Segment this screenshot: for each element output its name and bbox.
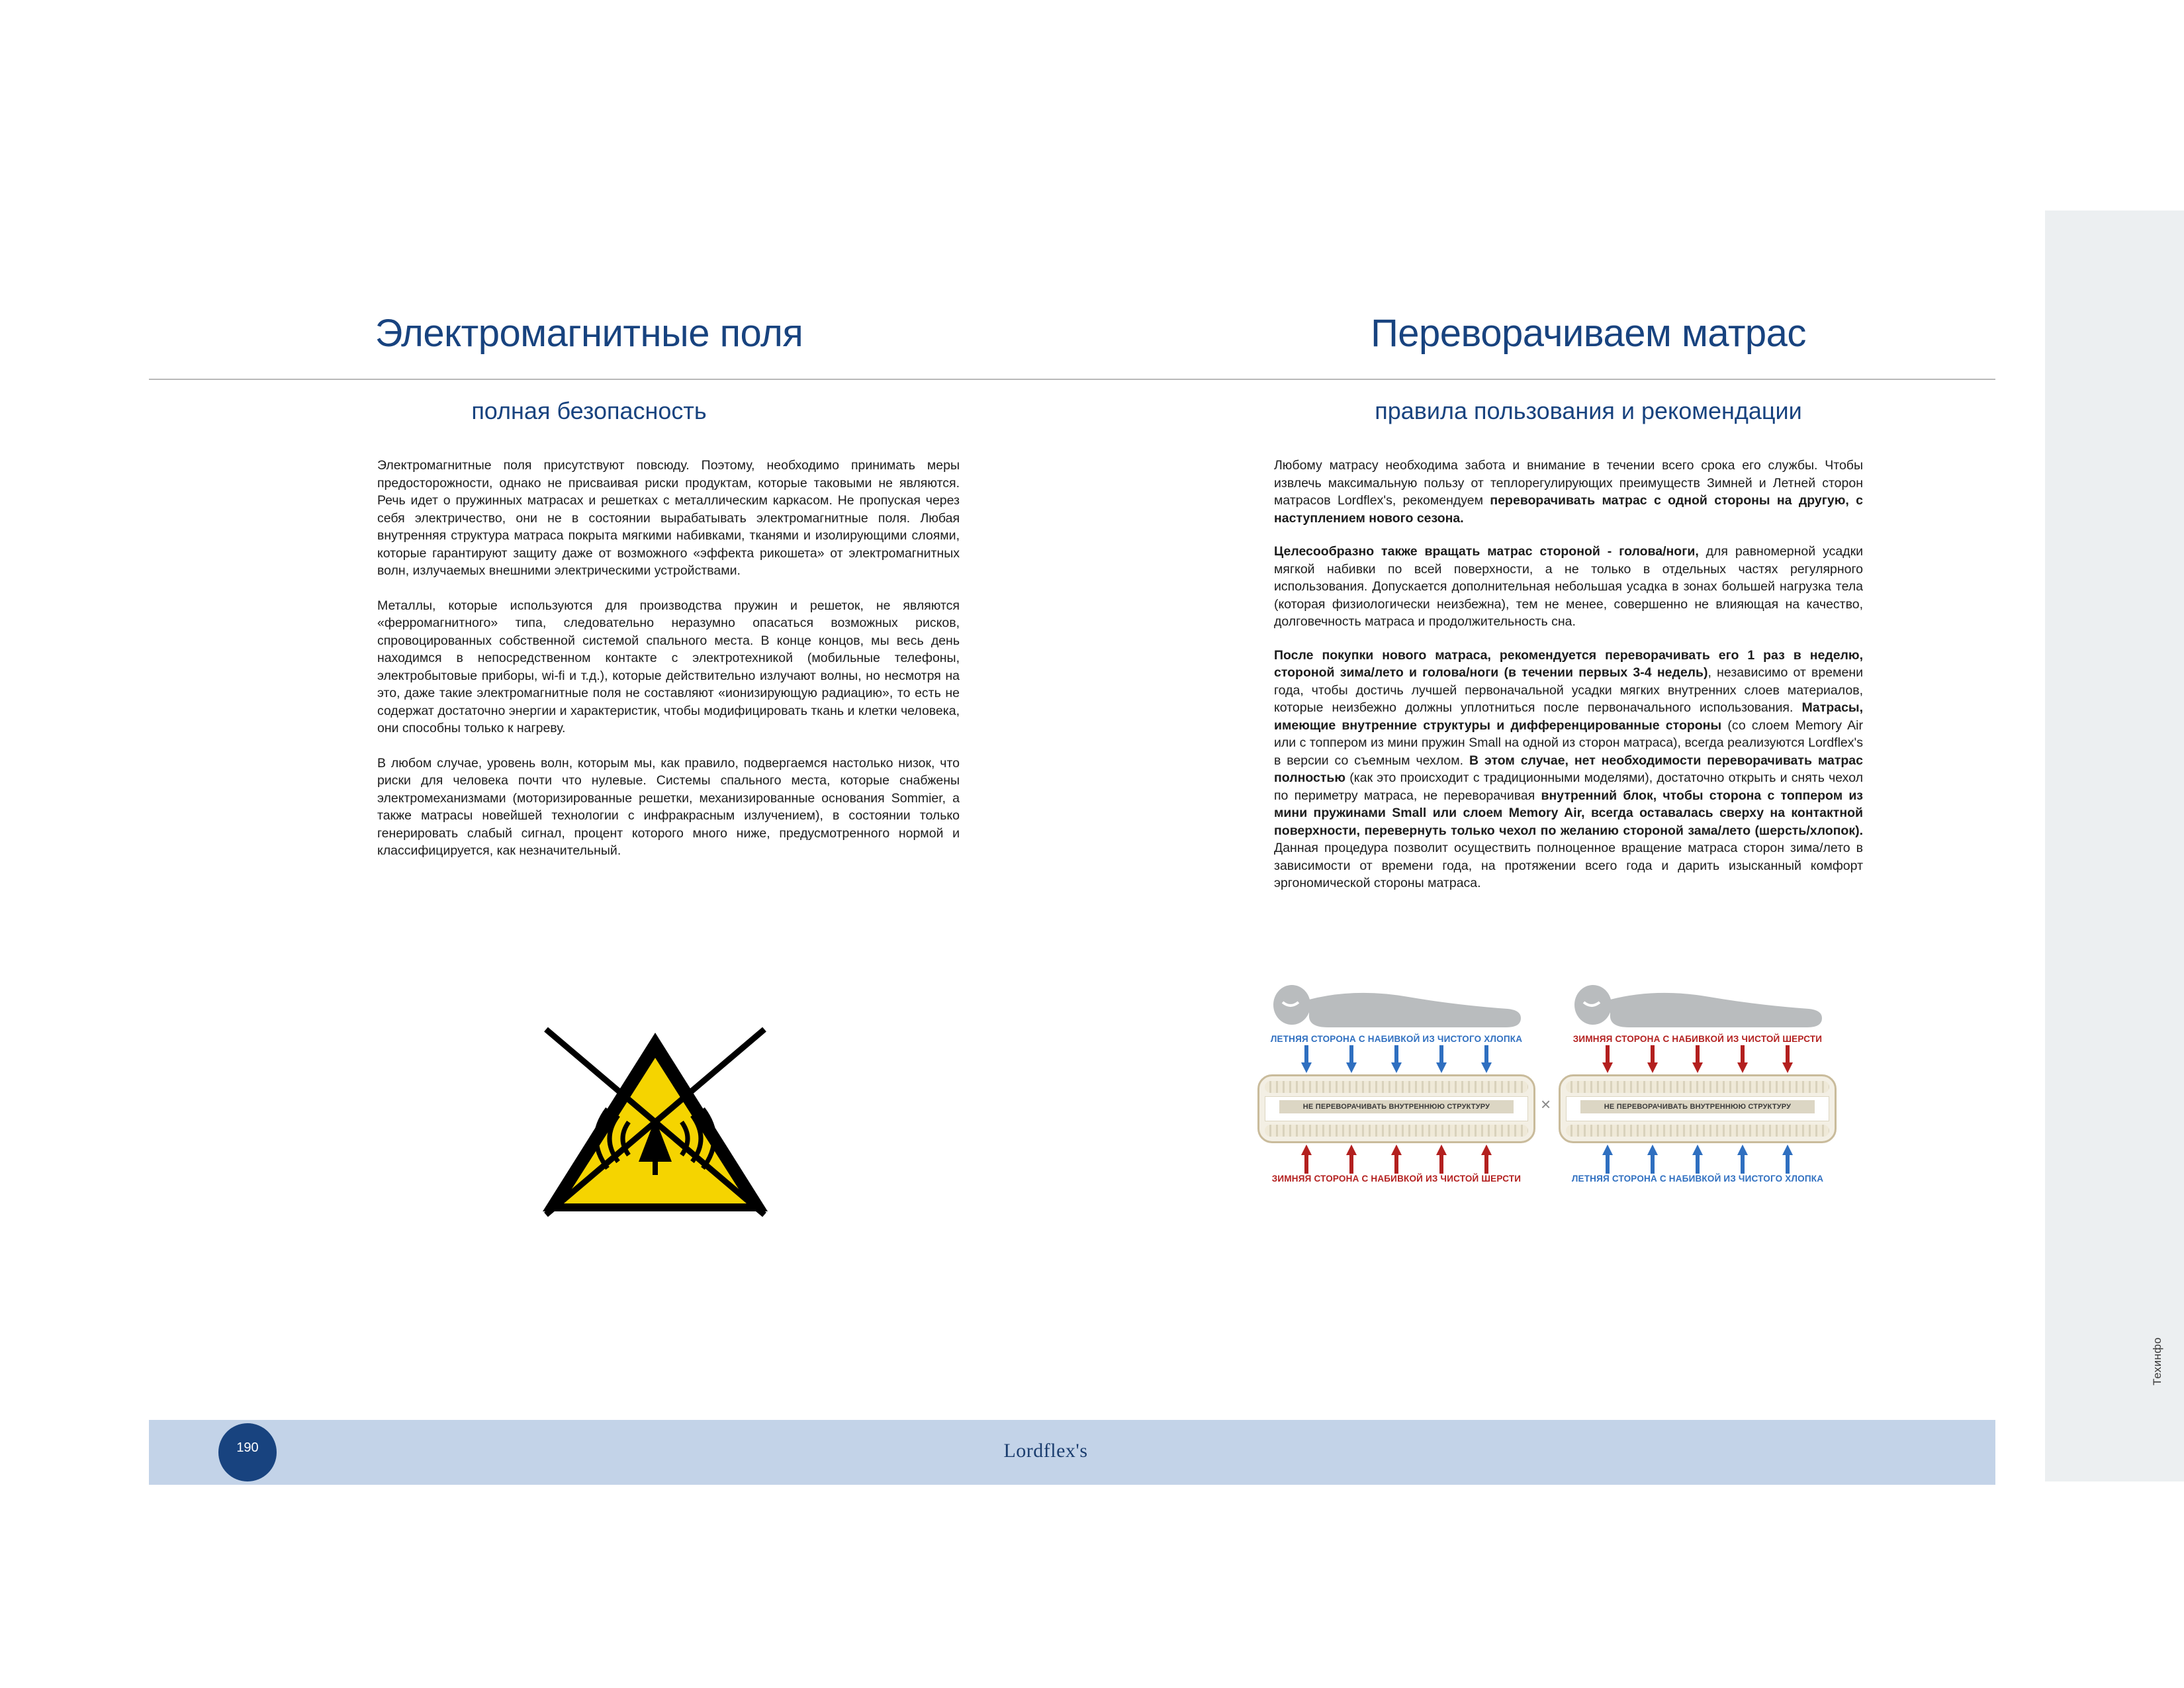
rp3h: Данная процедура позволит осуществить полноценное вращение матраса сторон зима/лето в зависимости от времени года, на протяжении всего года и дарить изысканный комфорт эргономической стороны матраса.	[1274, 841, 1863, 890]
rp3d: (со слоем Memory Air или с топпером из мини пружин Small на одной из сторон матраса), всегда реализуются Lordflex's в версии со съемным чехлом.	[1274, 718, 1864, 768]
left-paragraph-3: В любом случае, уровень волн, которым мы, как правило, подвергаемся настолько низок, что риски для человека почти что нулевые. Системы спального места, которые снабжены электромеханизмами (моторизированные решетки, механизированные основания Sommier, а также матрасы новейшей технологии с инфракрасным излучением), в состоянии только генерировать слабый сигнал, процент которого много ниже, предусмотренного нормой и классифицируется, как незначительный.	[377, 755, 960, 858]
arrow-down-icon	[1782, 1045, 1793, 1073]
right-paragraph-1	[1274, 457, 1863, 527]
arrow-down-icon	[1481, 1045, 1492, 1073]
mattress-quilt-bottom	[1265, 1125, 1528, 1137]
mattress-quilt-top	[1265, 1081, 1528, 1093]
arrows-top-right	[1559, 1044, 1837, 1074]
page-number-badge: 190	[218, 1423, 277, 1481]
left-paragraph-2: Металлы, которые используются для производства пружин и решеток, не являются «ферромагнитного» типа, следовательно неразумно опасаться возможных рисков, спровоцированных собственной системой спального места. В конце концов, мы весь день находимся в непосредственном контакте с электротехникой (мобильные телефоны, электробытовые приборы, wi-fi и т.д.), которые действительно излучают волны, но несмотря на это, даже такие электромагнитные поля не составляют «ионизирующую радиацию», то есть не содержат достаточно энергии и характеристик, чтобы модифицировать ткань и клетки человека, они способны только к нагреву.	[377, 598, 960, 735]
mattress-inner-label-right: НЕ ПЕРЕВОРАЧИВАТЬ ВНУТРЕННЮЮ СТРУКТУРУ	[1580, 1100, 1815, 1113]
left-page-title: Электромагнитные поля	[375, 312, 803, 355]
caption-top-left: ЛЕТНЯЯ СТОРОНА С НАБИВКОЙ ИЗ ЧИСТОГО ХЛОПКА	[1270, 1034, 1523, 1044]
sleeping-person-icon	[1559, 973, 1837, 1034]
arrow-up-icon	[1346, 1145, 1357, 1172]
arrow-up-icon	[1391, 1145, 1402, 1172]
mattress-quilt-bottom	[1566, 1125, 1829, 1137]
left-body-text	[377, 457, 960, 877]
illustration-column-right	[1559, 973, 1837, 1184]
arrow-down-icon	[1436, 1045, 1447, 1073]
arrow-up-icon	[1602, 1145, 1613, 1172]
mattress-cross-section-left	[1257, 1074, 1535, 1143]
arrow-down-icon	[1692, 1045, 1703, 1073]
arrow-down-icon	[1301, 1045, 1312, 1073]
mattress-inner-label-left: НЕ ПЕРЕВОРАЧИВАТЬ ВНУТРЕННЮЮ СТРУКТУРУ	[1279, 1100, 1514, 1113]
rp1a: Любому матрасу необходима забота и внимание в течении всего срока его службы. Чтобы извлечь максимальную пользу от теплорегулирующих преимуществ Зимней и Летней сторон матрасов Lordflex's, рекомендуем	[1274, 458, 1863, 508]
left-paragraph-1: Электромагнитные поля присутствуют повсюду. Поэтому, необходимо принимать меры предосторожности, однако не присваивая риски продуктам, которые таковыми не являются. Речь идет о пружинных матрасах и решетках с металлическим каркасом. Не пропуская через себя электричество, они не в состоянии вырабатывать электромагнитные поля. Любая внутренняя структура матраса покрыта мягкими набивками, тканями и изолирующими слоями, которые гарантируют защиту даже от возможного «эффекта рикошета» от электромагнитных волн, излучаемых внешними электрическими устройствами.	[377, 458, 960, 578]
arrow-up-icon	[1436, 1145, 1447, 1172]
rp2b: для равномерной усадки мягкой набивки по всей поверхности, а не только в отдельных частях регулярного использования. Допускается дополнительная небольшая усадка в зонах большей нагрузка тела (которая физиологически неизбежна), тем не менее, совершенно не влияющая на качество, долговечность матраса и продолжительность сна.	[1274, 544, 1863, 629]
caption-bottom-right: ЛЕТНЯЯ СТОРОНА С НАБИВКОЙ ИЗ ЧИСТОГО ХЛОПКА	[1571, 1174, 1824, 1184]
brand-logo: Lordflex's	[1003, 1440, 1088, 1462]
arrow-down-icon	[1602, 1045, 1613, 1073]
arrow-down-icon	[1391, 1045, 1402, 1073]
right-paragraph-2	[1274, 543, 1863, 631]
arrow-up-icon	[1647, 1145, 1658, 1172]
rp1b: переворачивать матрас с одной стороны на другую, с наступлением нового сезона.	[1274, 493, 1863, 526]
rp3b: , независимо от времени года, чтобы достичь лучшей первоначальной усадки мягких внутренних слоев материалов, которые неизбежно должны уплотниться после первоначального использования.	[1274, 665, 1863, 715]
arrow-up-icon	[1481, 1145, 1492, 1172]
mattress-cross-section-right	[1559, 1074, 1837, 1143]
flip-separator-x-icon: ×	[1541, 1094, 1551, 1114]
arrow-down-icon	[1737, 1045, 1748, 1073]
header-divider	[149, 379, 1995, 380]
arrows-top-left	[1257, 1044, 1535, 1074]
sleeping-person-icon	[1257, 973, 1535, 1034]
mattress-quilt-top	[1566, 1081, 1829, 1093]
side-tab-strip	[2045, 211, 2184, 1481]
arrow-down-icon	[1647, 1045, 1658, 1073]
rp3c: Матрасы, имеющие внутренние структуры и дифференцированные стороны	[1274, 700, 1863, 733]
right-body-text	[1274, 457, 1863, 908]
arrow-up-icon	[1737, 1145, 1748, 1172]
rp3e: В этом случае, нет необходимости переворачивать матрас полностью	[1274, 753, 1863, 785]
rp3f: (как это происходит с традиционными моделями), достаточно открыть и снять чехол по периметру матраса, не переворачивая	[1274, 771, 1863, 803]
rp3g: внутренний блок, чтобы сторона с топпером из мини пружинами Small или слоем Memory Air, всегда оставалась сверху на контактной поверхности, перевернуть только чехол по желанию стороной зама/лето (шерсть/хлопок).	[1274, 788, 1863, 838]
right-paragraph-3	[1274, 647, 1863, 892]
caption-top-right: ЗИМНЯЯ СТОРОНА С НАБИВКОЙ ИЗ ЧИСТОЙ ШЕРСТИ	[1572, 1034, 1823, 1044]
arrow-up-icon	[1692, 1145, 1703, 1172]
rp2a: Целесообразно также вращать матрас стороной - голова/ноги,	[1274, 544, 1699, 559]
arrows-bottom-right	[1559, 1143, 1837, 1174]
electromagnetic-radiation-warning-icon	[536, 1019, 774, 1218]
right-page-title: Переворачиваем матрас	[1371, 312, 1806, 355]
illustration-column-left	[1257, 973, 1535, 1184]
arrows-bottom-left	[1257, 1143, 1535, 1174]
arrow-up-icon	[1301, 1145, 1312, 1172]
mattress-flipping-illustration	[1257, 973, 1853, 1251]
arrow-down-icon	[1346, 1045, 1357, 1073]
side-tab-label: Техинфо	[2151, 1337, 2163, 1385]
right-page-subtitle: правила пользования и рекомендации	[1375, 397, 1802, 424]
arrow-up-icon	[1782, 1145, 1793, 1172]
rp3a: После покупки нового матраса, рекомендуется переворачивать его 1 раз в неделю, стороной зима/лето и голова/ноги (в течении первых 3-4 недель)	[1274, 647, 1863, 680]
left-page-subtitle: полная безопасность	[471, 397, 707, 424]
caption-bottom-left: ЗИМНЯЯ СТОРОНА С НАБИВКОЙ ИЗ ЧИСТОЙ ШЕРСТИ	[1271, 1174, 1522, 1184]
